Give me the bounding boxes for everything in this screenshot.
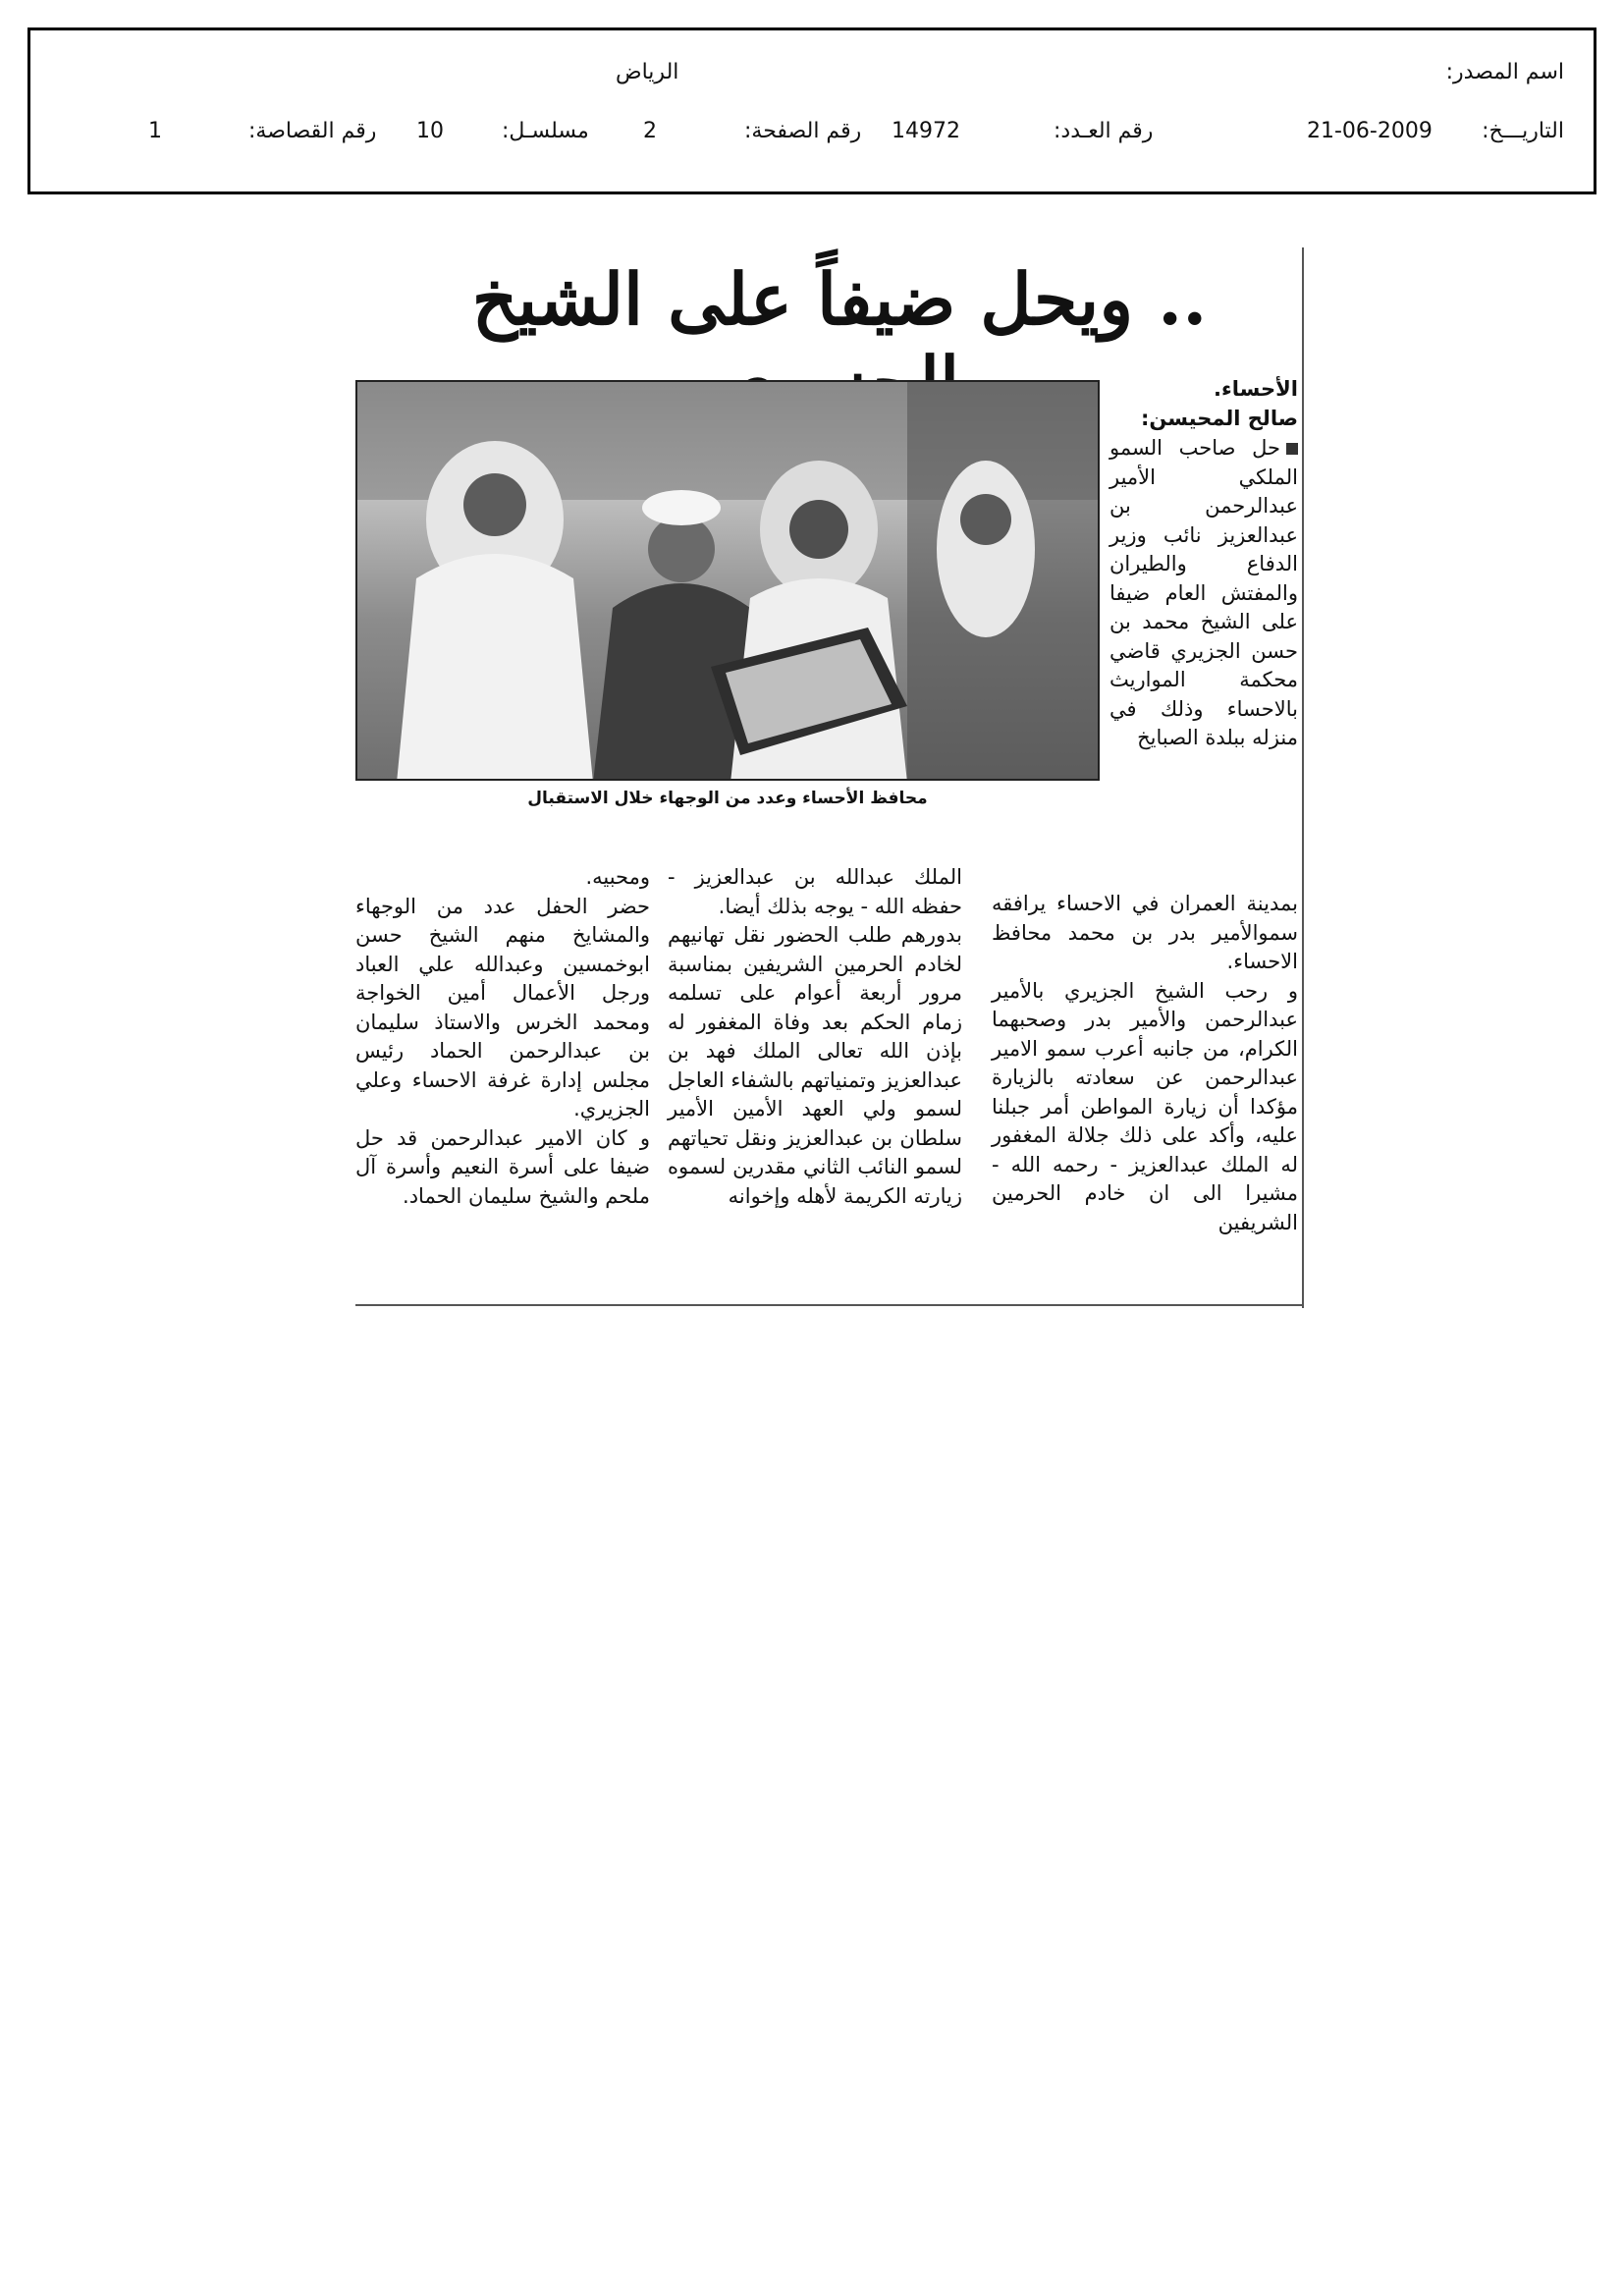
metadata-box xyxy=(27,27,1596,194)
article-byline: صالح المحيسن: xyxy=(1140,406,1298,430)
paragraph-text: بمدينة العمران في الاحساء يرافقه سموالأمير بدر بن محمد محافظ الاحساء. xyxy=(992,892,1298,973)
article-dateline xyxy=(1109,375,1298,433)
paragraph-text: الملك عبدالله بن عبدالعزيز - حفظه الله - يوجه بذلك أيضا. xyxy=(668,865,962,918)
paragraph-text: بدورهم طلب الحضور نقل تهانيهم لخادم الحرمين الشريفين بمناسبة مرور أربعة أعوام على تسلمه زمام الحكم بعد وفاة المغفور له بإذن الله تعالى الملك فهد بن عبدالعزيز وتمنياتهم بالشفاء العاجل لسمو ولي العهد الأمين الأمير سلطان بن عبدالعزيز ونقل تحياتهم لسمو النائب الثاني مقدرين لسموه زيارته الكريمة لأهله وإخوانه xyxy=(668,923,962,1208)
photo-caption: محافظ الأحساء وعدد من الوجهاء خلال الاستقبال xyxy=(527,789,928,808)
clipping-value: 1 xyxy=(148,119,162,143)
page-label: رقم الصفحة: xyxy=(744,119,862,143)
article-photo xyxy=(355,380,1100,781)
serial-value: 10 xyxy=(416,119,444,143)
issue-label: رقم العـدد: xyxy=(1054,119,1154,143)
paragraph-bullet-icon xyxy=(1286,443,1298,455)
photo-figures-illustration xyxy=(357,382,1100,781)
source-value: الرياض xyxy=(616,60,679,84)
bottom-rule xyxy=(355,1304,1304,1306)
page-value: 2 xyxy=(643,119,657,143)
paragraph-text: و كان الامير عبدالرحمن قد حل ضيفا على أسرة النعيم وأسرة آل ملحم والشيخ سليمان الحماد. xyxy=(355,1125,650,1208)
article-headline: .. ويحل ضيفاً على الشيخ xyxy=(471,257,1208,341)
paragraph-text: ومحبيه. xyxy=(585,865,650,889)
column-right-bottom xyxy=(992,890,1298,1237)
paragraph-text: حضر الحفل عدد من الوجهاء والمشايخ منهم الشيخ حسن ابوخمسين وعبدالله علي العباد ورجل الأعمال أمين الخواجة ومحمد الخرس والاستاذ سليمان بن عبدالرحمن الحماد رئيس مجلس إدارة غرفة الاحساء وعلي الجزيري. xyxy=(355,894,650,1121)
date-label: التاريـــخ: xyxy=(1482,119,1564,143)
source-label: اسم المصدر: xyxy=(1445,60,1564,84)
column-left xyxy=(355,863,650,1211)
paragraph-text: حل صاحب السمو الملكي الأمير عبدالرحمن بن عبدالعزيز نائب وزير الدفاع والطيران والمفتش العام ضيفا على الشيخ محمد بن حسن الجزيري قاضي محكمة المواريث بالاحساء وذلك في منزله ببلدة الصبايخ xyxy=(1109,436,1298,749)
paragraph-text: و رحب الشيخ الجزيري بالأمير عبدالرحمن والأمير بدر وصحبهما الكرام، من جانبه أعرب سمو الامير عبدالرحمن عن سعادته بالزيارة مؤكدا أن زيارة المواطن أمر جبلنا عليه، وأكد على ذلك جلالة المغفور له الملك عبدالعزيز - رحمه الله - مشيرا الى ان خادم الحرمين الشريفين xyxy=(992,978,1298,1234)
clipping-label: رقم القصاصة: xyxy=(248,119,377,143)
column-middle xyxy=(668,863,962,1211)
serial-label: مسلسـل: xyxy=(502,119,589,143)
column-rule xyxy=(1302,247,1304,1308)
issue-value: 14972 xyxy=(892,119,960,143)
dateline-city: الأحساء. xyxy=(1214,377,1298,401)
date-value: 21-06-2009 xyxy=(1307,119,1433,143)
column-right-top xyxy=(1109,434,1298,753)
